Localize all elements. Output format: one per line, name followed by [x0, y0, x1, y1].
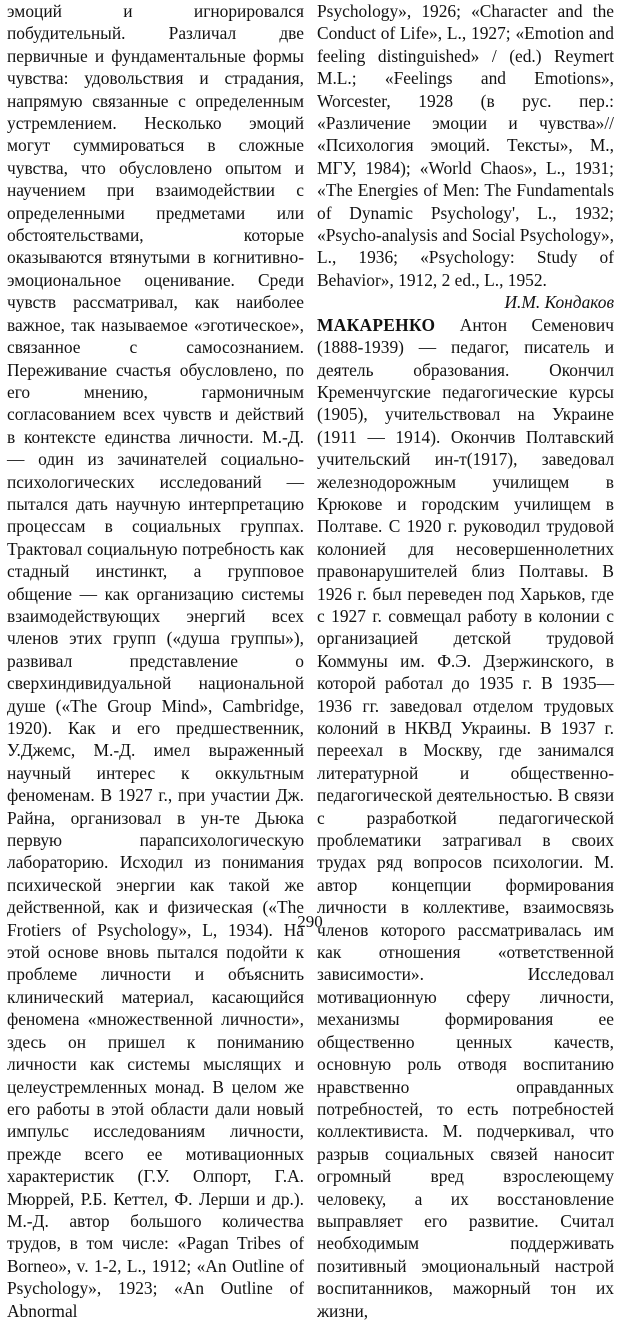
- entry-headword: МАКАРЕНКО: [317, 314, 436, 335]
- continuation-text: Psychology», 1926; «Character and the Conduct of Life», L., 1927; «Emotion and feeling distinguished» / (ed.) Reymert M.L.; «Feelings and Emotions», Worcester, 1928 (в рус. пер.: «Различение эмоции и чувства»// «Психология эмоций. Тексты», М., МГУ, 1984); «World Chaos», L., 1931; «The Energies of Men: The Fundamentals of Dynamic Psychology', L., 1932; «Psycho-analysis and Social Psychology», L., 1936; «Psychology: Study of Behavior», 1912, 2 ed., L., 1952.: [317, 1, 614, 290]
- left-column-text: эмоций и игнорировался побудительный. Различал две первичные и фундаментальные формы чувства: удовольствия и страдания, напрямую связанные с определенным устремлением. Несколько эмоций могут суммироваться в сложные чувства, что обусловлено опытом и научением при взаимодействии с определенными предметами или обстоятельствами, которые оказываются втянутыми в когнитивно-эмоциональное оценивание. Среди чувств рассматривал, как наиболее важное, так называемое «эготическое», связанное с самосознанием. Переживание счастья обусловлено, по его мнению, гармоничным согласованием всех чувств и действий в контексте единства личности. М.-Д. — один из зачинателей социально-психологических исследований — пытался дать научную интерпретацию процессам в социальных группах. Трактовал социальную потребность как стадный инстинкт, а групповое общение — как организацию системы взаимодействующих энергий всех членов этих групп («душа группы»), развивал представление о сверхиндивидуальной национальной душе («The Group Mind», Cambridge, 1920). Как и его предшественник, У.Джемс, М.-Д. имел выраженный научный интерес к оккультным феноменам. В 1927 г., при участии Дж. Райна, организовал в ун-те Дьюка первую парапсихологическую лабораторию. Исходил из понимания психической энергии как такой же действенной, как и физическая («The Frotiers of Psychology», L, 1934). На этой основе вновь пытался подойти к проблеме личности и объяснить клинический материал, касающийся феномена «множественной личности», здесь он пришел к пониманию личности как системы мыслящих и целеустремленных монад. В целом же его работы в этой области дали новый импульс исследованиям личности, прежде всего ее мотивационных характеристик (Г.У. Олпорт, Г.А. Мюррей, Р.Б. Кеттел, Ф. Лерши и др.). М.-Д. автор большого количества трудов, в том числе: «Pagan Tribes of Borneo», v. 1-2, L., 1912; «An Outline of Psychology», 1923; «An Outline of Abnormal: [7, 1, 304, 1321]
- entry-text: Антон Семенович (1888-1939) — педагог, писатель и деятель образования. Окончил Кременчугские педагогические курсы (1905), учительствовал на Украине (1911 — 1914). Окончив Полтавский учительский ин-т(1917), заведовал железнодорожным училищем в Крюкове и городским училищем в Полтаве. С 1920 г. руководил трудовой колонией для несовершеннолетних правонарушителей близ Полтавы. В 1926 г. был переведен под Харьков, где с 1927 г. совмещал работу в колонии с организацией детской трудовой Коммуны им. Ф.Э. Дзержинского, в которой работал до 1935 г. В 1935—1936 гг. заведовал отделом трудовых колоний в НКВД Украины. В 1937 г. переехал в Москву, где занимался литературной и общественно-педагогической деятельностью. В связи с разработкой педагогической проблематики затрагивал в своих трудах ряд вопросов психологии. М. автор концепции формирования личности в коллективе, взаимосвязь членов которого рассматривалась им как отношения «ответственной зависимости». Исследовал мотивационную сферу личности, механизмы формирования ее общественно ценных качеств, основную роль отводя воспитанию нравственно оправданных потребностей, то есть потребностей коллективиста. М. подчеркивал, что разрыв социальных связей наносит огромный вред взрослеющему человеку, а их восстановление выправляет его развитие. Считал необходимым поддерживать позитивный эмоциональный настрой воспитанников, мажорный тон их жизни,: [317, 314, 614, 1321]
- dictionary-entry: [317, 314, 614, 1322]
- left-column: [7, 0, 304, 1321]
- page-number: 290: [297, 912, 323, 931]
- author-signature: И.М. Кондаков: [504, 292, 614, 313]
- right-column: [317, 0, 614, 1321]
